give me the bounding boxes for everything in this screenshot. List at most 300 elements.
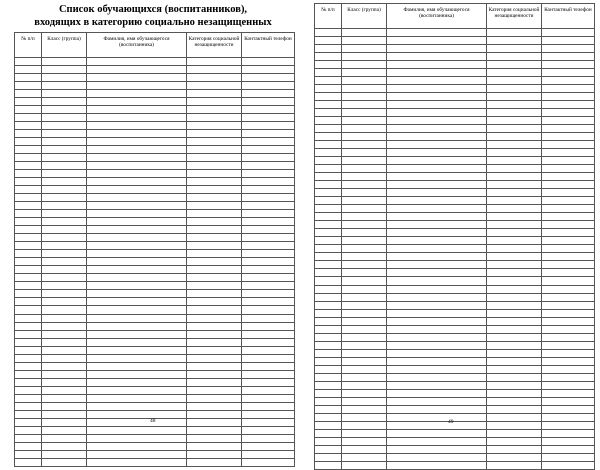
- table-cell: [242, 354, 295, 362]
- table-cell: [42, 322, 87, 330]
- table-cell: [342, 149, 387, 157]
- header-category: Категория социальной незащищенности: [487, 4, 542, 29]
- table-row: [15, 370, 295, 378]
- table-cell: [342, 405, 387, 413]
- left-table: [14, 32, 295, 467]
- table-cell: [42, 386, 87, 394]
- table-cell: [487, 293, 542, 301]
- table-cell: [387, 157, 487, 165]
- table-cell: [87, 274, 187, 282]
- table-cell: [242, 282, 295, 290]
- table-cell: [315, 397, 342, 405]
- table-cell: [315, 141, 342, 149]
- table-cell: [15, 66, 42, 74]
- table-cell: [42, 258, 87, 266]
- table-cell: [15, 122, 42, 130]
- table-cell: [15, 226, 42, 234]
- table-cell: [342, 357, 387, 365]
- table-cell: [387, 365, 487, 373]
- table-cell: [342, 341, 387, 349]
- table-cell: [42, 330, 87, 338]
- table-cell: [42, 162, 87, 170]
- table-cell: [42, 298, 87, 306]
- table-cell: [15, 450, 42, 458]
- table-cell: [542, 45, 595, 53]
- table-cell: [42, 122, 87, 130]
- table-cell: [87, 130, 187, 138]
- table-cell: [387, 389, 487, 397]
- table-cell: [242, 458, 295, 466]
- table-cell: [87, 346, 187, 354]
- table-cell: [387, 397, 487, 405]
- table-cell: [15, 162, 42, 170]
- table-row: [15, 210, 295, 218]
- table-cell: [87, 330, 187, 338]
- table-cell: [42, 378, 87, 386]
- table-row: [315, 413, 595, 421]
- table-cell: [242, 402, 295, 410]
- table-cell: [487, 125, 542, 133]
- table-cell: [487, 429, 542, 437]
- table-cell: [15, 258, 42, 266]
- table-row: [315, 181, 595, 189]
- table-cell: [487, 461, 542, 469]
- table-row: [15, 90, 295, 98]
- table-cell: [15, 194, 42, 202]
- table-row: [315, 173, 595, 181]
- table-cell: [15, 386, 42, 394]
- table-cell: [542, 69, 595, 77]
- table-cell: [487, 413, 542, 421]
- table-cell: [15, 218, 42, 226]
- table-cell: [187, 458, 242, 466]
- table-cell: [42, 178, 87, 186]
- table-row: [315, 309, 595, 317]
- table-cell: [42, 226, 87, 234]
- table-cell: [187, 346, 242, 354]
- table-cell: [42, 402, 87, 410]
- table-row: [315, 461, 595, 469]
- table-cell: [387, 133, 487, 141]
- table-cell: [187, 258, 242, 266]
- table-cell: [187, 362, 242, 370]
- table-row: [315, 293, 595, 301]
- table-cell: [15, 74, 42, 82]
- table-cell: [15, 402, 42, 410]
- table-cell: [187, 146, 242, 154]
- table-cell: [242, 146, 295, 154]
- table-cell: [87, 250, 187, 258]
- table-cell: [342, 413, 387, 421]
- table-cell: [242, 410, 295, 418]
- table-cell: [542, 413, 595, 421]
- table-cell: [487, 181, 542, 189]
- header-name: Фамилия, имя обучающегося (воспитанника): [87, 33, 187, 58]
- table-cell: [487, 141, 542, 149]
- table-row: [15, 434, 295, 442]
- table-cell: [87, 74, 187, 82]
- table-cell: [487, 101, 542, 109]
- table-cell: [242, 418, 295, 426]
- table-row: [315, 149, 595, 157]
- table-cell: [187, 266, 242, 274]
- table-cell: [187, 74, 242, 82]
- table-cell: [315, 413, 342, 421]
- table-cell: [87, 402, 187, 410]
- table-cell: [187, 402, 242, 410]
- table-row: [315, 341, 595, 349]
- table-cell: [542, 429, 595, 437]
- table-cell: [487, 285, 542, 293]
- table-cell: [242, 178, 295, 186]
- table-cell: [242, 74, 295, 82]
- table-cell: [342, 365, 387, 373]
- table-cell: [42, 306, 87, 314]
- table-row: [15, 266, 295, 274]
- table-cell: [242, 242, 295, 250]
- table-cell: [187, 226, 242, 234]
- table-cell: [42, 58, 87, 66]
- table-cell: [387, 373, 487, 381]
- table-cell: [315, 341, 342, 349]
- table-cell: [387, 325, 487, 333]
- table-cell: [187, 90, 242, 98]
- table-cell: [387, 237, 487, 245]
- table-cell: [387, 117, 487, 125]
- header-class: Класс (группа): [342, 4, 387, 29]
- table-cell: [242, 114, 295, 122]
- table-row: [315, 229, 595, 237]
- table-cell: [87, 370, 187, 378]
- table-cell: [342, 133, 387, 141]
- table-cell: [87, 314, 187, 322]
- table-cell: [15, 90, 42, 98]
- table-cell: [542, 333, 595, 341]
- table-cell: [15, 138, 42, 146]
- table-cell: [315, 77, 342, 85]
- table-cell: [342, 421, 387, 429]
- table-cell: [187, 130, 242, 138]
- table-cell: [342, 349, 387, 357]
- table-cell: [315, 101, 342, 109]
- table-cell: [387, 317, 487, 325]
- table-row: [15, 202, 295, 210]
- table-cell: [342, 173, 387, 181]
- table-cell: [242, 226, 295, 234]
- table-cell: [87, 138, 187, 146]
- table-cell: [487, 301, 542, 309]
- table-cell: [542, 109, 595, 117]
- table-cell: [342, 101, 387, 109]
- table-cell: [487, 373, 542, 381]
- table-row: [315, 349, 595, 357]
- table-cell: [15, 458, 42, 466]
- table-cell: [187, 210, 242, 218]
- table-row: [315, 357, 595, 365]
- table-cell: [15, 434, 42, 442]
- table-cell: [542, 77, 595, 85]
- table-cell: [187, 370, 242, 378]
- table-cell: [187, 418, 242, 426]
- table-cell: [42, 458, 87, 466]
- table-cell: [242, 82, 295, 90]
- table-cell: [15, 290, 42, 298]
- table-cell: [487, 53, 542, 61]
- table-cell: [487, 317, 542, 325]
- table-cell: [187, 314, 242, 322]
- table-row: [15, 450, 295, 458]
- table-row: [315, 245, 595, 253]
- table-cell: [387, 309, 487, 317]
- table-cell: [42, 194, 87, 202]
- table-cell: [15, 394, 42, 402]
- table-cell: [387, 45, 487, 53]
- table-cell: [487, 205, 542, 213]
- table-cell: [242, 250, 295, 258]
- table-cell: [87, 106, 187, 114]
- table-cell: [342, 237, 387, 245]
- table-cell: [342, 117, 387, 125]
- table-cell: [487, 229, 542, 237]
- table-cell: [42, 98, 87, 106]
- table-row: [15, 386, 295, 394]
- table-cell: [87, 218, 187, 226]
- table-cell: [187, 218, 242, 226]
- table-cell: [387, 405, 487, 413]
- table-cell: [542, 205, 595, 213]
- table-cell: [242, 98, 295, 106]
- table-cell: [15, 146, 42, 154]
- table-cell: [187, 250, 242, 258]
- table-cell: [87, 146, 187, 154]
- table-cell: [15, 322, 42, 330]
- table-row: [15, 234, 295, 242]
- table-cell: [15, 298, 42, 306]
- table-cell: [42, 426, 87, 434]
- page-number: 49: [448, 419, 454, 425]
- table-row: [315, 365, 595, 373]
- table-cell: [87, 154, 187, 162]
- table-cell: [187, 306, 242, 314]
- table-cell: [87, 266, 187, 274]
- table-cell: [342, 261, 387, 269]
- table-cell: [487, 173, 542, 181]
- table-cell: [42, 434, 87, 442]
- table-cell: [315, 349, 342, 357]
- table-row: [15, 82, 295, 90]
- table-cell: [15, 250, 42, 258]
- table-cell: [487, 357, 542, 365]
- table-cell: [87, 362, 187, 370]
- table-cell: [487, 85, 542, 93]
- table-cell: [242, 306, 295, 314]
- table-cell: [315, 261, 342, 269]
- table-cell: [315, 421, 342, 429]
- table-cell: [187, 138, 242, 146]
- table-cell: [387, 213, 487, 221]
- table-row: [15, 146, 295, 154]
- table-row: [15, 306, 295, 314]
- table-cell: [342, 77, 387, 85]
- table-cell: [342, 189, 387, 197]
- table-cell: [42, 146, 87, 154]
- table-cell: [342, 245, 387, 253]
- table-cell: [542, 397, 595, 405]
- table-cell: [542, 301, 595, 309]
- table-cell: [15, 130, 42, 138]
- table-cell: [87, 354, 187, 362]
- table-cell: [187, 442, 242, 450]
- table-cell: [387, 141, 487, 149]
- table-cell: [315, 61, 342, 69]
- page-number: 48: [150, 418, 156, 424]
- table-cell: [387, 445, 487, 453]
- table-row: [315, 405, 595, 413]
- table-cell: [242, 362, 295, 370]
- table-cell: [242, 290, 295, 298]
- table-cell: [187, 274, 242, 282]
- table-cell: [87, 338, 187, 346]
- table-cell: [42, 130, 87, 138]
- table-cell: [42, 210, 87, 218]
- table-cell: [342, 445, 387, 453]
- table-cell: [387, 381, 487, 389]
- table-row: [15, 298, 295, 306]
- table-cell: [187, 234, 242, 242]
- table-cell: [487, 437, 542, 445]
- table-cell: [487, 445, 542, 453]
- table-row: [15, 186, 295, 194]
- table-cell: [87, 170, 187, 178]
- table-row: [15, 226, 295, 234]
- table-cell: [15, 282, 42, 290]
- table-cell: [42, 66, 87, 74]
- table-cell: [342, 437, 387, 445]
- table-cell: [15, 210, 42, 218]
- table-cell: [187, 426, 242, 434]
- table-cell: [87, 242, 187, 250]
- table-cell: [187, 410, 242, 418]
- table-cell: [15, 442, 42, 450]
- table-cell: [242, 298, 295, 306]
- table-cell: [542, 245, 595, 253]
- table-cell: [187, 282, 242, 290]
- table-cell: [42, 154, 87, 162]
- table-cell: [387, 269, 487, 277]
- table-cell: [187, 122, 242, 130]
- table-cell: [542, 293, 595, 301]
- table-cell: [315, 181, 342, 189]
- table-row: [15, 274, 295, 282]
- table-row: [315, 453, 595, 461]
- table-cell: [342, 309, 387, 317]
- table-cell: [487, 37, 542, 45]
- table-cell: [15, 82, 42, 90]
- right-page: [300, 0, 600, 426]
- table-cell: [187, 378, 242, 386]
- table-cell: [387, 165, 487, 173]
- table-cell: [15, 306, 42, 314]
- table-row: [15, 402, 295, 410]
- table-cell: [242, 346, 295, 354]
- table-cell: [342, 85, 387, 93]
- table-cell: [487, 253, 542, 261]
- table-cell: [315, 429, 342, 437]
- table-cell: [487, 213, 542, 221]
- table-row: [315, 29, 595, 37]
- table-cell: [42, 282, 87, 290]
- table-cell: [42, 186, 87, 194]
- table-cell: [487, 365, 542, 373]
- table-row: [315, 381, 595, 389]
- table-cell: [542, 445, 595, 453]
- table-row: [15, 138, 295, 146]
- table-cell: [487, 165, 542, 173]
- table-cell: [42, 74, 87, 82]
- table-cell: [42, 202, 87, 210]
- table-cell: [315, 317, 342, 325]
- table-row: [15, 130, 295, 138]
- header-num: № п/п: [15, 33, 42, 58]
- table-cell: [187, 66, 242, 74]
- table-cell: [487, 237, 542, 245]
- table-cell: [387, 429, 487, 437]
- table-cell: [342, 109, 387, 117]
- table-cell: [242, 450, 295, 458]
- table-cell: [42, 362, 87, 370]
- table-cell: [387, 205, 487, 213]
- table-cell: [242, 194, 295, 202]
- table-row: [15, 322, 295, 330]
- table-cell: [42, 346, 87, 354]
- table-cell: [487, 421, 542, 429]
- table-cell: [87, 98, 187, 106]
- table-cell: [342, 317, 387, 325]
- table-cell: [15, 378, 42, 386]
- page-title: [14, 3, 292, 29]
- table-row: [315, 157, 595, 165]
- table-cell: [342, 277, 387, 285]
- table-cell: [542, 309, 595, 317]
- table-cell: [542, 357, 595, 365]
- table-cell: [487, 325, 542, 333]
- table-cell: [15, 58, 42, 66]
- table-cell: [342, 301, 387, 309]
- table-cell: [242, 170, 295, 178]
- table-cell: [242, 162, 295, 170]
- table-cell: [387, 53, 487, 61]
- table-cell: [387, 461, 487, 469]
- table-cell: [487, 109, 542, 117]
- table-cell: [87, 378, 187, 386]
- table-cell: [315, 213, 342, 221]
- table-row: [315, 53, 595, 61]
- table-row: [15, 258, 295, 266]
- table-cell: [15, 114, 42, 122]
- table-cell: [42, 442, 87, 450]
- header-phone: Контактный телефон: [242, 33, 295, 58]
- table-cell: [342, 61, 387, 69]
- left-page: [0, 0, 300, 426]
- table-row: [315, 141, 595, 149]
- table-cell: [542, 373, 595, 381]
- table-row: [315, 277, 595, 285]
- table-cell: [87, 114, 187, 122]
- right-table: [314, 3, 595, 470]
- table-cell: [542, 173, 595, 181]
- table-cell: [87, 258, 187, 266]
- table-cell: [342, 229, 387, 237]
